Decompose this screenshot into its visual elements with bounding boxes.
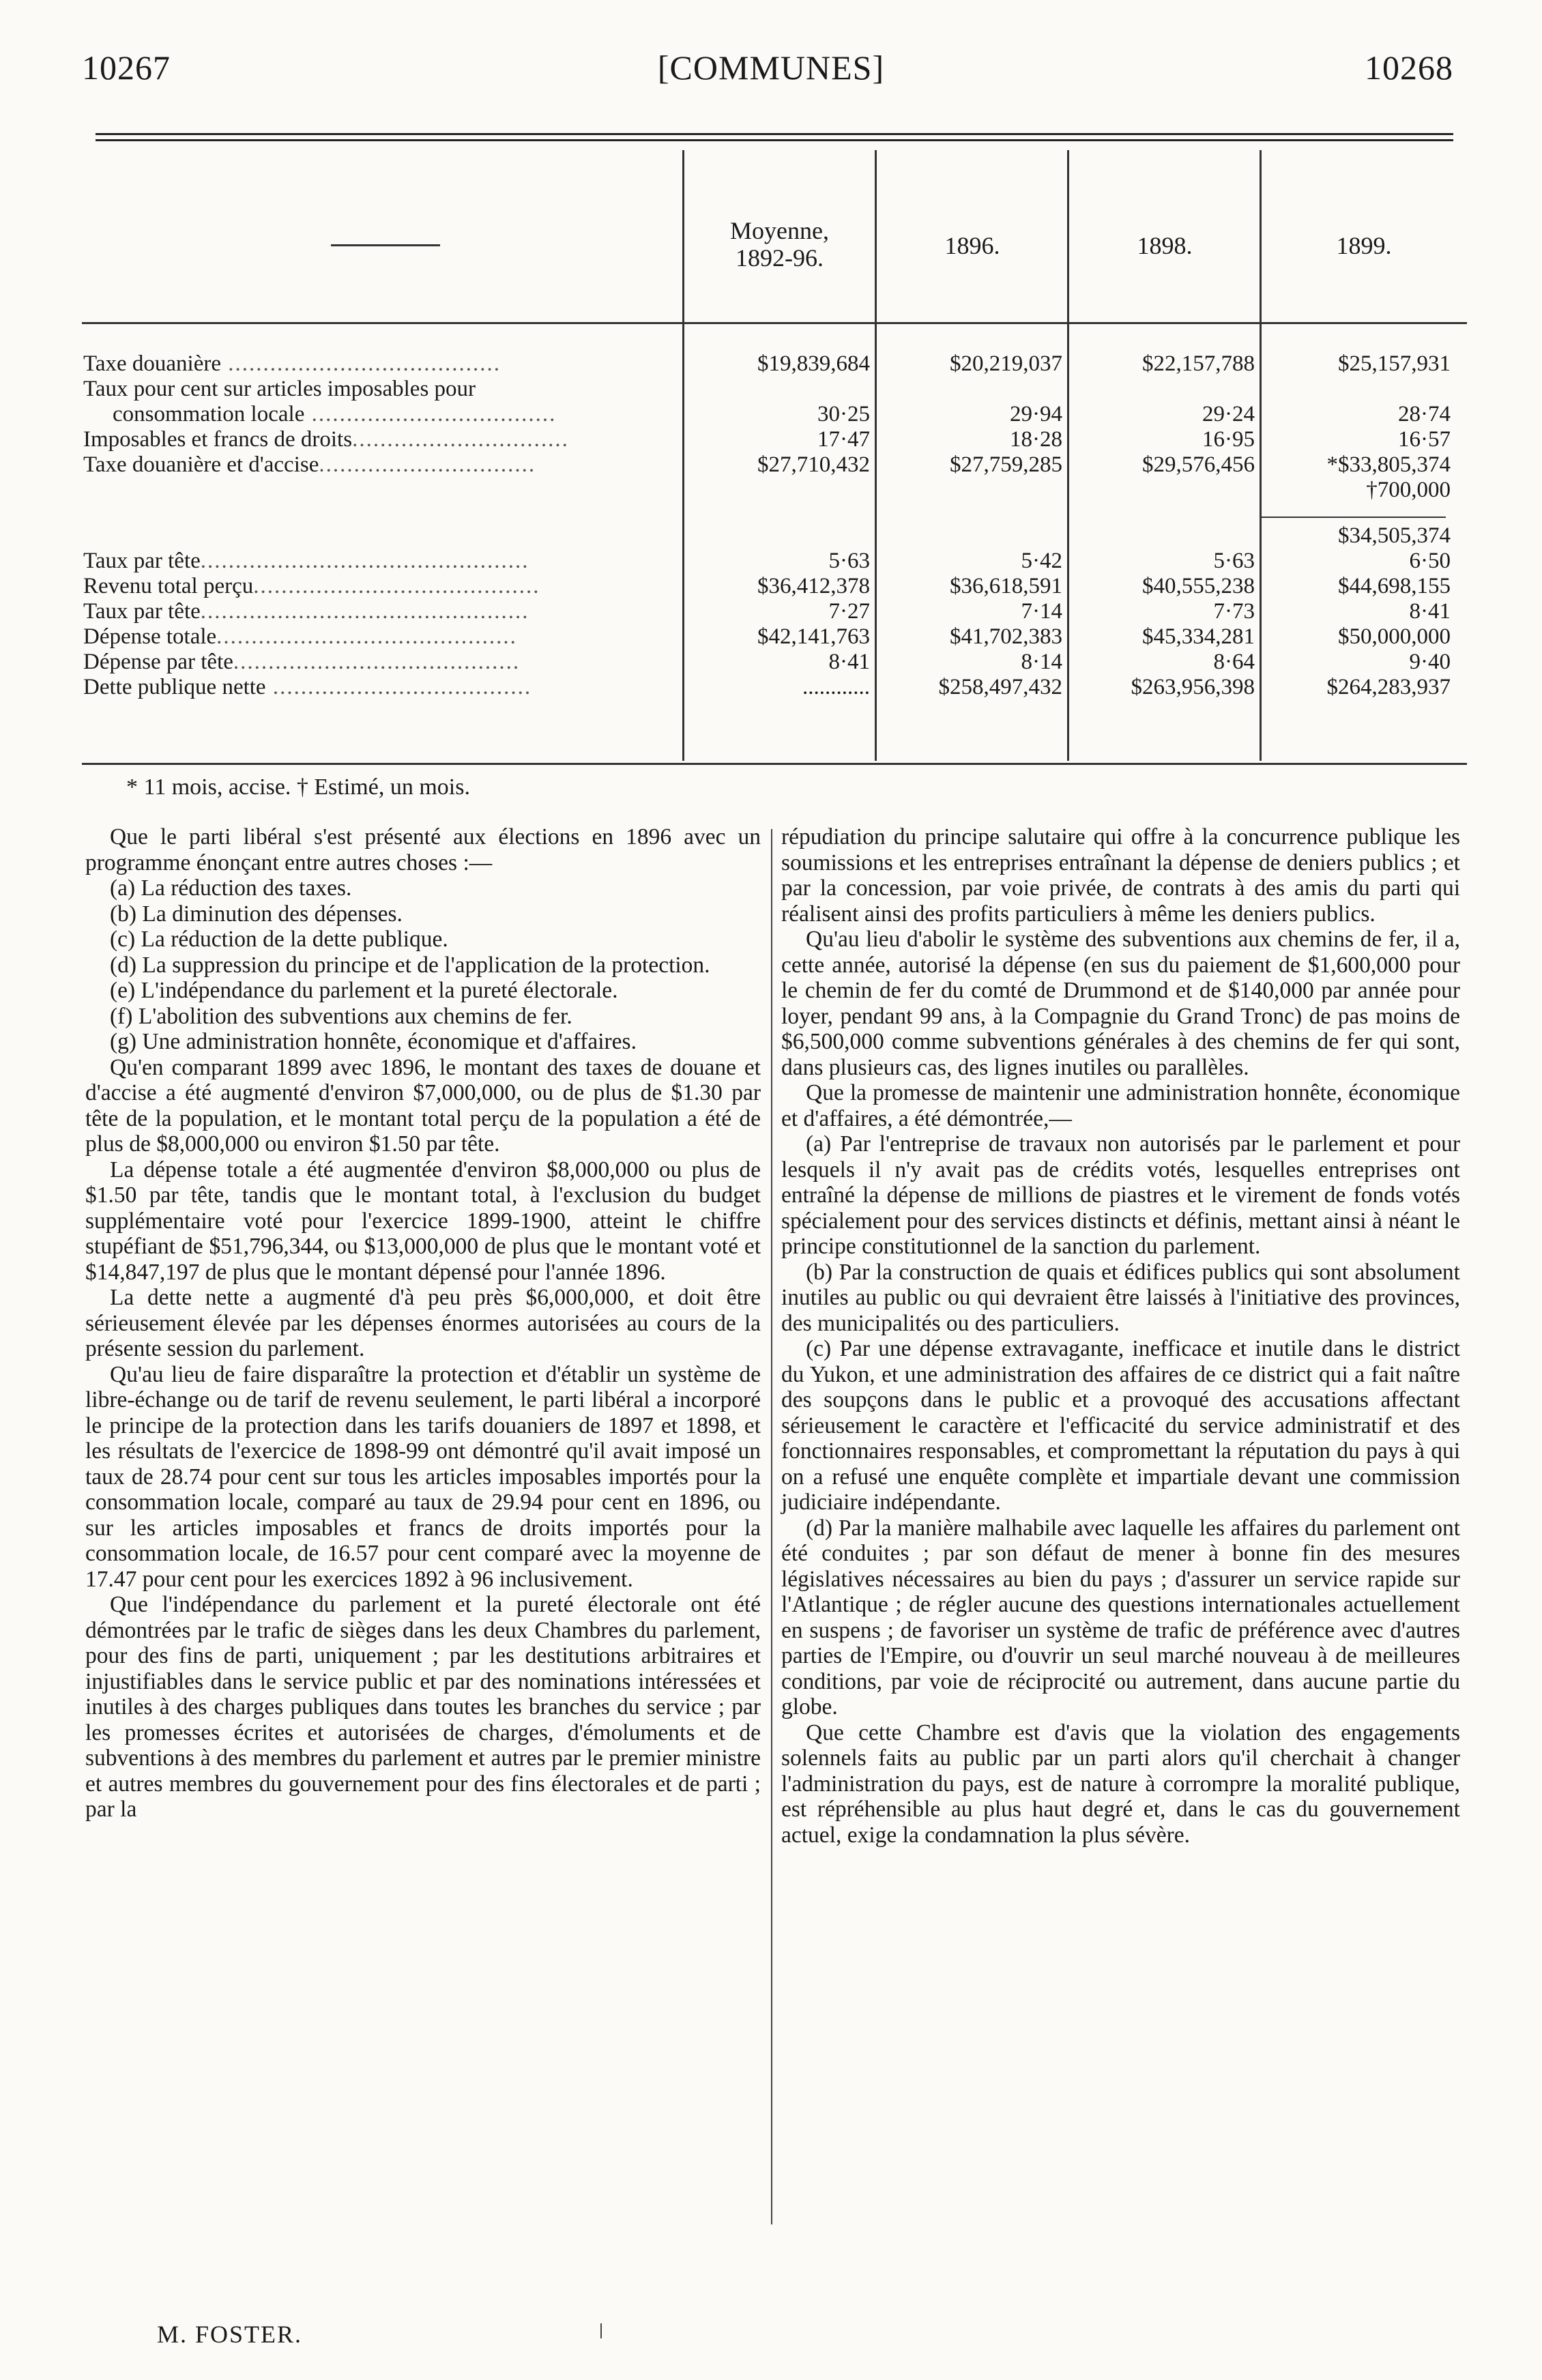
cell: 5·63 xyxy=(1213,549,1255,573)
row-label: Taxe douanière xyxy=(83,351,221,376)
dot-leader: ............................................... xyxy=(200,549,529,573)
right-column xyxy=(781,824,1460,1848)
cell: 7·73 xyxy=(1213,599,1255,624)
header-average: Moyenne, 1892-96. xyxy=(730,217,829,272)
cell: $44,698,155 xyxy=(1338,574,1451,598)
cell: $258,497,432 xyxy=(938,675,1062,699)
dot-leader: ................................... xyxy=(304,402,557,426)
header-1899: 1899. xyxy=(1336,232,1392,259)
table-row xyxy=(82,478,1467,503)
table-spacer xyxy=(82,503,1467,523)
speaker-signature: M. FOSTER. xyxy=(157,2321,303,2348)
cell: $40,555,238 xyxy=(1142,574,1255,598)
cell: 16·95 xyxy=(1202,427,1255,452)
row-label: Revenu total perçu xyxy=(83,574,254,598)
table-row xyxy=(82,574,1467,599)
page-title: [COMMUNES] xyxy=(657,48,885,87)
dot-leader: ............................................... xyxy=(200,599,529,624)
cell: $29,576,456 xyxy=(1142,452,1255,477)
cell: 5·63 xyxy=(828,549,870,573)
cell: $42,141,763 xyxy=(757,624,870,649)
table-footnote: * 11 mois, accise. † Estimé, un mois. xyxy=(126,774,470,800)
row-label: Dépense par tête xyxy=(83,650,233,674)
paragraph: Que la promesse de maintenir une administration honnête, économique et d'affaires, a été démontrée,— xyxy=(781,1080,1460,1131)
list-item: (b) La diminution des dépenses. xyxy=(110,901,403,927)
list-item: (g) Une administration honnête, économique et d'affaires. xyxy=(110,1029,637,1054)
dot-leader: ......................................... xyxy=(253,574,540,598)
cell: 8·14 xyxy=(1021,650,1062,674)
row-label: Taxe douanière et d'accise xyxy=(83,452,319,477)
cell: $20,219,037 xyxy=(950,351,1062,376)
cell: 6·50 xyxy=(1409,549,1451,573)
cell: 7·27 xyxy=(828,599,870,624)
dot-leader: ..................................... xyxy=(265,675,532,699)
list-item: (d) Par la manière malhabile avec laquelle les affaires du parlement ont été conduites ; par son défaut de mener à bonne fin des mesures législatives nécessaires au bien du pays ; d'assurer un service rapide sur l'Atlantique ; de régler aucune des questions internationales actuellement en suspens ; de favoriser un système de trafic de préférence avec d'autres parties de l'Empire, ou d'ouvrir un seul marché nouveau à de meilleures conditions, par voie de réciprocité ou autrement, dans aucune partie du globe. xyxy=(781,1515,1460,1719)
list-item: (a) Par l'entreprise de travaux non autorisés par le parlement et pour lesquels il n'y avait pas de crédits votés, lesquelles entreprises ont entraîné la dépense de millions de piastres et le virement de fonds votés spécialement pour des services distincts et définis, mettant ainsi à néant le principe constitutionnel de la sanction du parlement. xyxy=(781,1131,1460,1259)
table-row xyxy=(82,624,1467,650)
list-item: (c) La réduction de la dette publique. xyxy=(110,927,448,952)
table-row xyxy=(82,351,1467,377)
paragraph: Que cette Chambre est d'avis que la violation des engagements solennels faits au public par un parti alors qu'il cherchait à changer l'administration du pays, est de nature à corrompre la moralité publique, est répréhensible au plus haut degré et, dans le cas du gouvernement actuel, exige la condamnation la plus sévère. xyxy=(781,1719,1460,1848)
cell: 29·94 xyxy=(1010,402,1062,426)
table-row xyxy=(82,650,1467,675)
cell: 8·41 xyxy=(1409,599,1451,624)
left-column xyxy=(85,824,761,1823)
cell: $36,412,378 xyxy=(757,574,870,598)
row-label: Dépense totale xyxy=(83,624,217,649)
row-label: Taux pour cent sur articles imposables pour xyxy=(83,377,476,401)
print-mark xyxy=(600,2323,602,2338)
dot-leader: ....................................... xyxy=(221,351,501,376)
cell: *$33,805,374 xyxy=(1326,452,1451,477)
table-row xyxy=(82,523,1467,549)
page-number-right: 10268 xyxy=(1365,48,1453,87)
cell-estimate: †700,000 xyxy=(1366,478,1451,502)
cell: 30·25 xyxy=(817,402,870,426)
header-separator xyxy=(82,322,1467,324)
row-label: Dette publique nette xyxy=(83,675,266,699)
row-label: Taux par tête xyxy=(83,549,201,573)
cell: 28·74 xyxy=(1398,402,1451,426)
row-label: consommation locale xyxy=(113,402,305,426)
paragraph: Qu'en comparant 1899 avec 1896, le montant des taxes de douane et d'accise a été augmenté d'environ $7,000,000, ou de plus de $1.30 par tête de la population, et le montant total perçu de la population a été de plus de $8,000,000 ou environ $1.50 par tête. xyxy=(85,1054,761,1157)
cell: $50,000,000 xyxy=(1338,624,1451,649)
sum-rule xyxy=(1262,517,1446,518)
dot-leader: ......................................... xyxy=(233,650,521,674)
table-row xyxy=(82,377,1467,402)
list-item: (d) La suppression du principe et de l'application de la protection. xyxy=(110,952,710,978)
cell: 7·14 xyxy=(1021,599,1062,624)
page-number-left: 10267 xyxy=(82,48,171,87)
cell: $25,157,931 xyxy=(1338,351,1451,376)
table-row xyxy=(82,675,1467,700)
list-item: (f) L'abolition des subventions aux chemins de fer. xyxy=(110,1003,572,1029)
cell-total: $34,505,374 xyxy=(1338,523,1451,548)
dot-leader: ........................................... xyxy=(216,624,517,649)
row-label: Imposables et francs de droits xyxy=(83,427,353,452)
table-row xyxy=(82,599,1467,624)
dot-leader: ............................... xyxy=(352,427,569,452)
cell: 8·64 xyxy=(1213,650,1255,674)
cell: $22,157,788 xyxy=(1142,351,1255,376)
header-1896: 1896. xyxy=(944,232,1000,259)
cell: $264,283,937 xyxy=(1326,675,1451,699)
paragraph: Que le parti libéral s'est présenté aux élections en 1896 avec un programme énonçant entre autres choses :— xyxy=(85,824,761,875)
table-bottom-rule xyxy=(82,763,1467,765)
cell: 8·41 xyxy=(828,650,870,674)
paragraph: La dépense totale a été augmentée d'environ $8,000,000 ou plus de $1.50 par tête, tandis que le montant total, à l'exclusion du budget supplémentaire voté pour l'exercice 1899-1900, atteint le chiffre stupéfiant de $51,796,344, ou $13,000,000 de plus que le montant voté et $14,847,197 de plus que le montant dépensé pour l'année 1896. xyxy=(85,1157,761,1285)
cell: 17·47 xyxy=(817,427,870,452)
paragraph: Qu'au lieu de faire disparaître la protection et d'établir un système de libre-échange ou de tarif de revenu seulement, le parti libéral a incorporé le principe de la protection dans les tarifs douaniers de 1897 et 1898, et les résultats de l'exercice de 1898-99 ont démontré qu'il avait imposé un taux de 28.74 pour cent sur tous les articles imposables importés pour la consommation locale, comparé au taux de 29.94 pour cent en 1896, ou sur les articles imposables et francs de droits importés pour la consommation locale, de 16.57 pour cent comparé avec la moyenne de 17.47 pour cent pour les exercices 1892 à 96 inclusivement. xyxy=(85,1361,761,1592)
page-header xyxy=(75,48,1467,102)
cell: 18·28 xyxy=(1010,427,1062,452)
cell: $263,956,398 xyxy=(1131,675,1255,699)
cell: 5·42 xyxy=(1021,549,1062,573)
paragraph: La dette nette a augmenté d'à peu près $6,000,000, et doit être sérieusement élevée par les dépenses énormes autorisées au cours de la présente session du parlement. xyxy=(85,1285,761,1361)
paragraph: Qu'au lieu d'abolir le système des subventions aux chemins de fer, il a, cette année, autorisé la dépense (en sus du paiement de $1,600,000 pour le chemin de fer du comté de Drummond et de $140,000 par année pour loyer, pendant 99 ans, à la Compagnie du Grand Tronc) de pas moins de $6,500,000 comme subventions générales à des chemins de fer qui sont, dans plusieurs cas, des lignes inutiles ou parallèles. xyxy=(781,927,1460,1080)
table-row xyxy=(82,549,1467,574)
cell: $45,334,281 xyxy=(1142,624,1255,649)
table-body xyxy=(82,351,1467,700)
dot-leader: ............................... xyxy=(319,452,536,477)
table-row xyxy=(82,402,1467,427)
list-item: (b) Par la construction de quais et édifices publics qui sont absolument inutiles au public ou qui devraient être laissés à l'initiative des provinces, des municipalités ou des particuliers. xyxy=(781,1259,1460,1336)
cell: ............ xyxy=(802,675,870,699)
cell: $19,839,684 xyxy=(757,351,870,376)
cell: $27,710,432 xyxy=(757,452,870,477)
column-divider xyxy=(771,829,772,2224)
statistics-table xyxy=(82,130,1467,774)
paragraph: Que l'indépendance du parlement et la pureté électorale ont été démontrées par le trafic de sièges dans les deux Chambres du parlement, pour des fins de parti, uniquement ; par les destitutions arbitraires et injustifiables dans le service public et par des nominations intéressées et inutiles à des charges publiques dans toutes les branches du service ; par les promesses écrites et autorisées de charges, d'émoluments et de subventions à des membres du parlement et autres par le premier ministre et autres membres du gouvernement pour des fins électorales et de parti ; par la xyxy=(85,1592,761,1822)
cell: 16·57 xyxy=(1398,427,1451,452)
cell: $27,759,285 xyxy=(950,452,1062,477)
paragraph: répudiation du principe salutaire qui offre à la concurrence publique les soumissions et les entreprises entraînant la dépense de deniers publics ; et par la concession, par voie privée, de contrats à des amis du parti qui réalisent ainsi des profits particuliers à même les deniers publics. xyxy=(781,824,1460,927)
list-item: (e) L'indépendance du parlement et la pureté électorale. xyxy=(110,978,618,1003)
cell: 9·40 xyxy=(1409,650,1451,674)
header-blank-dash xyxy=(331,244,440,246)
row-label: Taux par tête xyxy=(83,599,201,624)
table-row xyxy=(82,427,1467,452)
cell: $36,618,591 xyxy=(950,574,1062,598)
cell: $41,702,383 xyxy=(950,624,1062,649)
cell: 29·24 xyxy=(1202,402,1255,426)
list-item: (a) La réduction des taxes. xyxy=(110,875,352,901)
list-item: (c) Par une dépense extravagante, inefficace et inutile dans le district du Yukon, et une administration des affaires de ce district qui a fait naître des soupçons dans le public et a provoqué des accusations affectant sérieusement le caractère et l'efficacité du service administratif et des fonctionnaires responsables, et compromettant la réputation du pays à qui on a refusé une enquête complète et impartiale devant une commission judiciaire indépendante. xyxy=(781,1336,1460,1515)
table-row xyxy=(82,452,1467,478)
header-1898: 1898. xyxy=(1137,232,1193,259)
